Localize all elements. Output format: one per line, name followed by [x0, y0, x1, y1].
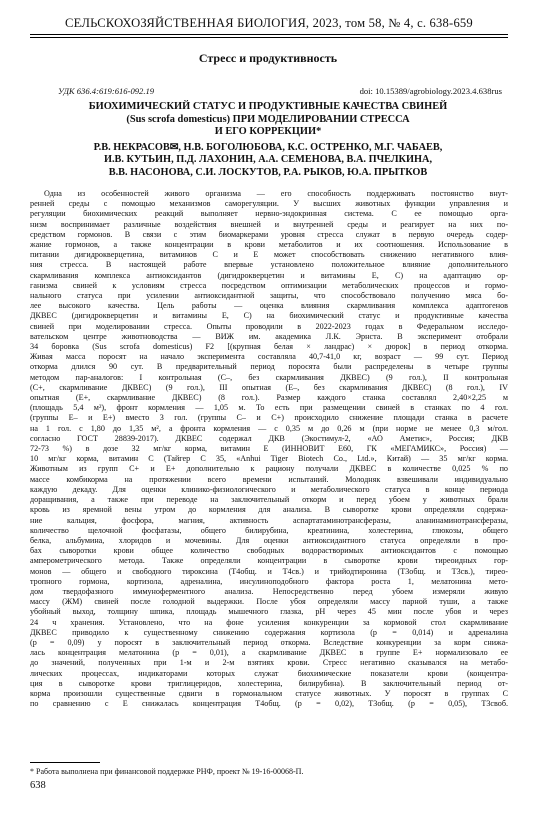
abstract-line: 72-73 %) в дозе 32 мг/кг корма, витамин Е (ИННОВИТ Е60, ГК «МЕГАМИКС», Россия) —: [30, 444, 508, 454]
abstract-line: по сравнению с Е снижалась концентрация Т4общ. (р = 0,02), Т3общ. (р = 0,05), Т3своб.: [30, 699, 508, 709]
abstract-line: питании дигидрокверцетина, витаминов С и Е может способствовать снижению негативного влия-: [30, 250, 508, 260]
title-line: И ЕГО КОРРЕКЦИИ*: [214, 126, 322, 137]
abstract-line: лических процессах, индикаторами которых служат биохимические показатели крови (концентра-: [30, 668, 508, 678]
abstract-line: белка, альбумина, хлоридов и мочевины. Для оценки антиоксидантного статуса определяли в про-: [30, 535, 508, 545]
author-line: И.В. КУТЬИН, П.Д. ЛАХОНИН, А.А. СЕМЕНОВА, В.А. ПЧЕЛКИНА,: [103, 154, 433, 166]
abstract-line: количество щелочной фосфатазы, общего билирубина, креатинина, холестерина, глюкозы, общего: [30, 525, 508, 535]
header-rule-bottom: [30, 37, 508, 38]
abstract-line: (площадь 5,4 м²), фронт кормления — 1,05 м. То есть при размещении свиней в станках по 4 гол.: [30, 403, 508, 413]
title-line: (Sus scrofa domesticus) ПРИ МОДЕЛИРОВАНИИ СТРЕССА: [126, 113, 410, 125]
abstract-line: тропного гормона, кортизола, адреналина, инсулиноподобного фактора роста 1, мелатонина мето-: [30, 576, 508, 586]
abstract-line: регуляции биохимических реакций выполняет нервно-эндокринная система. С ее помощью орга-: [30, 209, 508, 219]
abstract: [30, 189, 508, 709]
abstract-line: массе комбикорма на протяжении всего времени испытаний. Молодняк взвешивали индивидуально: [30, 474, 508, 484]
abstract-line: монов — общего и свободного тироксина (Т4общ. и Т4св.) и трийодтиронина (Т3общ. и Т3св.), тирео-: [30, 566, 508, 576]
page-number: 638: [30, 780, 46, 791]
abstract-line: вательском центре животноводства — ВИЖ им. академика Л.К. Эрнста. В эксперимент отобрали: [30, 331, 508, 341]
abstract-line: 24 ч хранения. Установлено, что на фоне усиления конкуренции за кормовой стол скармливание: [30, 617, 508, 627]
footnote: * Работа выполнена при финансовой поддержке РНФ, проект № 19-16-00068-П.: [30, 767, 304, 776]
doi-link[interactable]: doi: 10.15389/agrobiology.2023.4.638rus: [359, 86, 502, 96]
abstract-line: ция в сыворотке крови триглицеридов, холестерина, билирубина). В заключительный период от-: [30, 678, 508, 688]
abstract-line: низм воспринимает различные воздействия внешней и внутренней среды и реагирует на них по-: [30, 219, 508, 229]
abstract-line: ния стресса. В настоящей работе впервые установлено положительное влияние дополнительного: [30, 260, 508, 270]
author-list: [40, 142, 496, 179]
abstract-line: Живая масса поросят на начало эксперимента составляла 40,7-41,0 кг, возраст — 99 сут. Период: [30, 352, 508, 362]
abstract-line: на 1 гол. с 1,80 до 1,35 м², а фронта кормления — с 0,35 м до 0,26 м (при норме не менее 0,3 м/гол.: [30, 423, 508, 433]
section-heading: Стресс и продуктивность: [198, 51, 338, 65]
abstract-line: массу (ЖМ) свиней после голодной выдержки. После убоя определяли массу парной туши, а также: [30, 597, 508, 607]
udk-code: УДК 636.4:619:616-092.19: [58, 86, 155, 96]
abstract-line: каждую декаду. Для оценки клинико-физиологического и метаболического статуса в конце периода: [30, 484, 508, 494]
header-rule-top: [30, 34, 508, 35]
abstract-line: (группы Е– и Е+) вместо 3 гол. (группы С– и С+) происходило снижение площади станка в расчете: [30, 413, 508, 423]
abstract-line: доращивания, а также при переводе на заключительный откорм и перед убоем у животных брали: [30, 495, 508, 505]
abstract-line: свиней при моделировании стресса. Опыты проводили в 2022-2023 годах в Федеральном исследо-: [30, 321, 508, 331]
abstract-line: средством гормонов. В связи с этим биомаркерами уровня стресса служат в первую очередь содер-: [30, 229, 508, 239]
abstract-line: Животным из групп С+ и Е+ дополнительно к рациону получали ДКВЕС в количестве 0,025 % по: [30, 464, 508, 474]
author-line: В.В. НАСОНОВА, С.И. ЛОСКУТОВ, Р.А. РЫКОВ, Ю.А. ПРЫТКОВ: [108, 166, 428, 178]
abstract-line: (С+, скармливание ДКВЕС) (9 гол.), III опытная (Е–, без скармливания ДКВЕС) (8 гол.), IV: [30, 382, 508, 392]
abstract-line: ДКВЕС приводило к существенному снижению содержания кортизола (р = 0,014) и адреналина: [30, 627, 508, 637]
abstract-line: дом твердофазного иммуноферментного анализа. Непосредственно перед убоем измеряли живую: [30, 586, 508, 596]
title-line: БИОХИМИЧЕСКИЙ СТАТУС И ПРОДУКТИВНЫЕ КАЧЕСТВА СВИНЕЙ: [88, 101, 448, 112]
abstract-line: амперометрического метода. Также определяли концентрации в сыворотке крови тиреоидных гор-: [30, 556, 508, 566]
abstract-line: согласно ГОСТ 28839-2017). ДКВЕС содержал ДКВ (Экостимул-2, «АО Аметис», Россия; ДКВ: [30, 433, 508, 443]
abstract-line: опытная (Е+, скармливание ДКВЕС) (8 гол.). Размер каждого станка составлял 2,40×2,25 м: [30, 393, 508, 403]
abstract-line: ганизма свиней к условиям стресса посредством оптимизации метаболических процессов и гормо-: [30, 280, 508, 290]
abstract-line: убойный выход, толщину шпика, площадь мышечного глазка, рН через 45 мин после убоя и через: [30, 607, 508, 617]
abstract-line: скармливания комплекса антиоксидантов (дигидрокверцетин и витамины Е, С) на адаптацию ор-: [30, 270, 508, 280]
abstract-line: бах сыворотки крови общее количество свободных водорастворимых антиоксидантов с помощью: [30, 546, 508, 556]
abstract-line: до значений, полученных при 1-м и 2-м взятиях крови. Стресс негативно сказывался на метабо-: [30, 658, 508, 668]
author-line: Р.В. НЕКРАСОВ✉, Н.В. БОГОЛЮБОВА, К.С. ОСТРЕНКО, М.Г. ЧАБАЕВ,: [93, 142, 443, 153]
abstract-line: откорма длился 90 сут. В предварительный период поросята были распределены в четыре группы: [30, 362, 508, 372]
abstract-line: методом пар-аналогов: I контрольная (С–, без скармливания ДКВЕС) (9 гол.), II контрольная: [30, 372, 508, 382]
footnote-rule: [30, 762, 100, 763]
abstract-line: жание гормонов, а также концентрации в крови метаболитов и их соотношения. Использование в: [30, 240, 508, 250]
abstract-line: ДКВЕС (дигидрокверцетин и витамины Е, С) на биохимический статус и продуктивные качества: [30, 311, 508, 321]
abstract-line: корма произошли существенные сдвиги в гормональном статусе животных. У поросят в группах С: [30, 688, 508, 698]
abstract-line: ренней среды с помощью механизмов саморегуляции. У высших животных функции управления и: [30, 199, 508, 209]
abstract-line: (р = 0,09) у поросят в заключительный период откорма. Вследствие конкуренции за корм снижа-: [30, 637, 508, 647]
abstract-line: 34 боровка (Sus scrofa domesticus) F2 [(крупная белая × ландрас) × дюрок] в период откорма.: [30, 342, 508, 352]
abstract-line: 10 мг/кг корма, витамин С (Тайгер С 35, «Anhui Tiger Biotech Co., Ltd.», Китай) — 35 мг/кг корма.: [30, 454, 508, 464]
article-title: [40, 101, 496, 139]
abstract-line: Одна из особенностей живого организма — его способность поддерживать постоянство внут-: [44, 189, 508, 198]
abstract-line: ние кальция, фосфора, магния, активность аспартатаминотрансферазы, аланинаминотрансферазы,: [30, 515, 508, 525]
running-head: СЕЛЬСКОХОЗЯЙСТВЕННАЯ БИОЛОГИЯ, 2023, том 58, № 4, с. 638-659: [65, 16, 473, 30]
abstract-line: кровь из яремной вены утром до кормления для анализа. В сыворотке крови определяли содержа-: [30, 505, 508, 515]
abstract-line: нального статуса при усилении антиоксидантной защиты, что способствовало получению мяса бо-: [30, 291, 508, 301]
abstract-line: лась концентрация мелатонина (р = 0,01), а скармливание ДКВЕС в группе Е+ нормализовало ее: [30, 648, 508, 658]
abstract-line: лее высокого качества. Цель работы — оценка влияния скармливания комплекса адаптогенов: [30, 301, 508, 311]
